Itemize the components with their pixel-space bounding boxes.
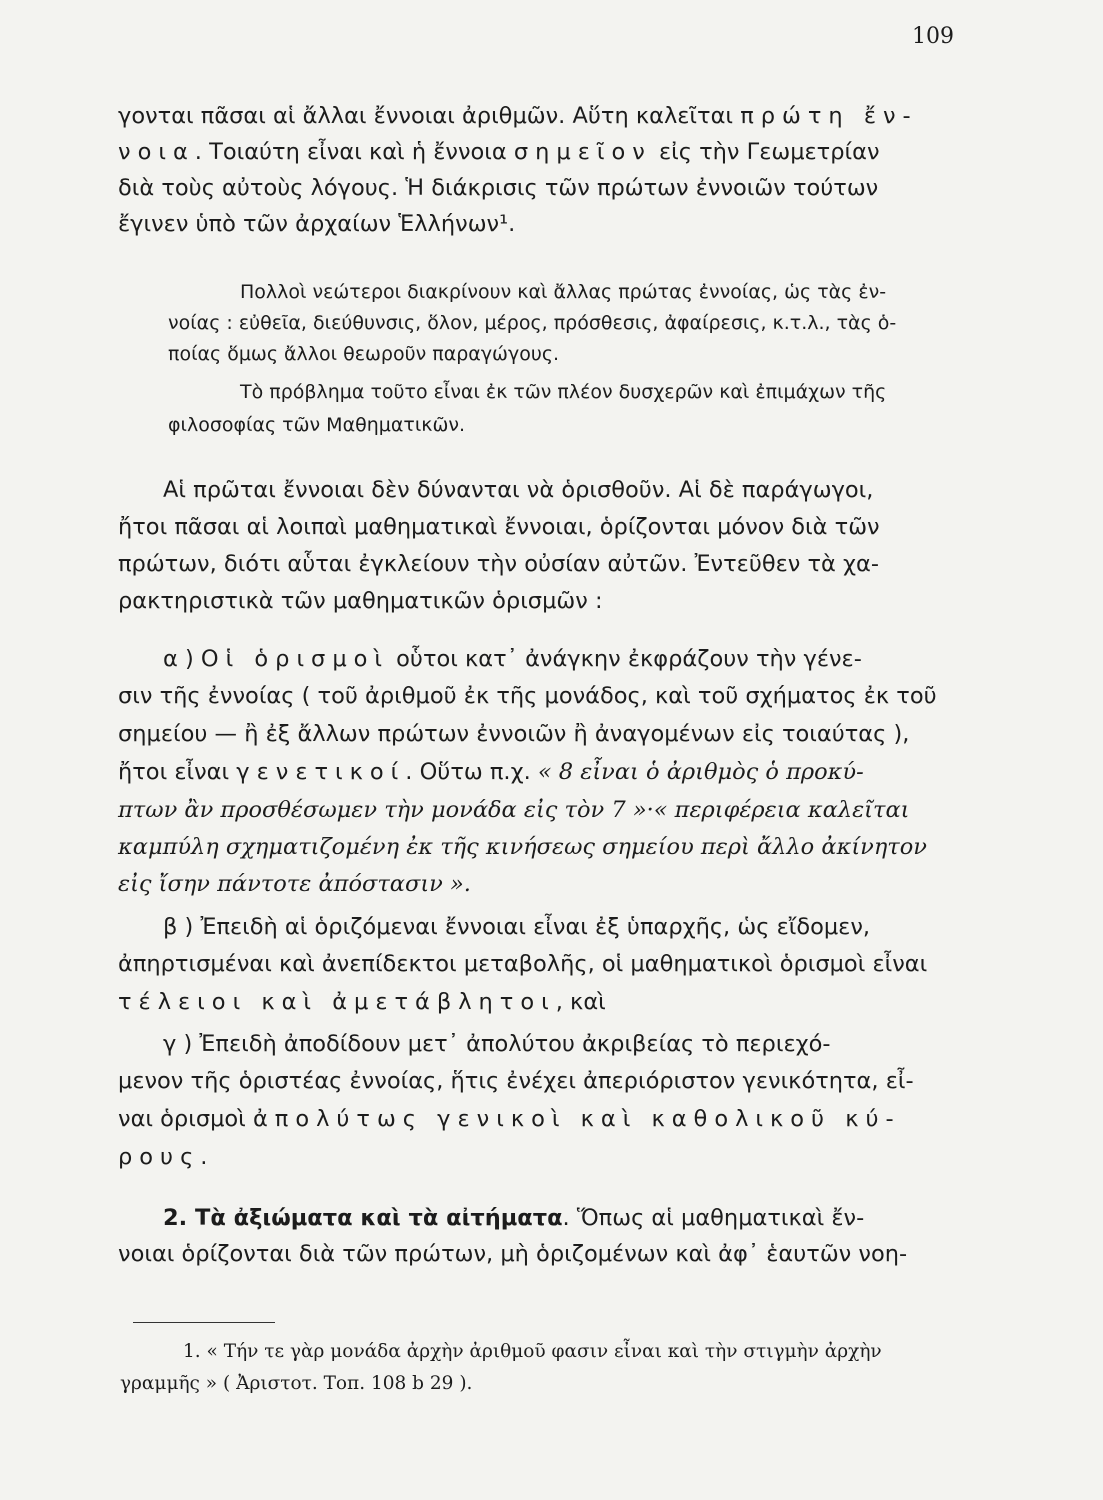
item-c-line: μενον τῆς ὁριστέας ἐννοίας, ἥτις ἐνέχει ἀπεριόριστον γενικότητα, εἶ-: [118, 1068, 914, 1094]
spaced-term: ἀπολύτως γενικοὶ καὶ καθολικοῦ κύ-: [252, 1106, 901, 1132]
spaced-term: γενετικοί: [236, 759, 406, 785]
spaced-term: τέλειοι καὶ ἀμετάβλητοι: [118, 989, 556, 1015]
note-line: ποίας ὅμως ἄλλοι θεωροῦν παραγώγους.: [168, 343, 560, 365]
item-a-line: σιν τῆς ἐννοίας ( τοῦ ἀριθμοῦ ἐκ τῆς μονάδος, καὶ τοῦ σχήματος ἐκ τοῦ: [118, 683, 937, 709]
paragraph-1-line: [118, 102, 918, 130]
paragraph-1-line: [118, 138, 880, 166]
item-c-line: ρους.: [118, 1144, 215, 1170]
item-a-line: σημείου — ἢ ἐξ ἄλλων πρώτων ἐννοιῶν ἢ ἀναγομένων εἰς τοιαύτας ),: [118, 721, 910, 747]
text-span: . Ὅπως αἱ μαθηματικαὶ ἔν-: [562, 1205, 865, 1231]
footnote-line: γραμμῆς » ( Ἀριστοτ. Τοπ. 108 b 29 ).: [120, 1373, 473, 1394]
text-span: . Τοιαύτη εἶναι καὶ ἡ ἔννοια: [194, 139, 514, 165]
item-a-line: πτων ἂν προσθέσωμεν τὴν μονάδα εἰς τὸν 7 »·« περιφέρεια καλεῖται: [118, 797, 910, 823]
text-span: . Οὕτω π.χ.: [405, 759, 538, 785]
item-a-line: καμπύλη σχηματιζομένη ἐκ τῆς κινήσεως σημείου περὶ ἄλλο ἀκίνητον: [118, 834, 927, 860]
text-span: , καὶ: [555, 989, 606, 1015]
section-heading: 2. Τὰ ἀξιώματα καὶ τὰ αἰτήματα: [163, 1205, 563, 1231]
item-a-line: εἰς ἴσην πάντοτε ἀπόστασιν ».: [118, 871, 471, 897]
spaced-term: σημεῖον: [513, 139, 652, 165]
text-span: ναι ὁρισμοὶ: [118, 1106, 253, 1132]
paragraph-1-line: ἔγινεν ὑπὸ τῶν ἀρχαίων Ἑλλήνων¹.: [118, 211, 516, 237]
page-number: 109: [912, 24, 954, 49]
item-c-line: [118, 1105, 901, 1133]
item-c-line: γ ) Ἐπειδὴ ἀποδίδουν μετ᾿ ἀπολύτου ἀκριβείας τὸ περιεχό-: [163, 1031, 831, 1057]
item-b-line: ἀπηρτισμέναι καὶ ἀνεπίδεκτοι μεταβολῆς, οἱ μαθηματικοὶ ὁρισμοὶ εἶναι: [118, 951, 928, 977]
text-span: γονται πᾶσαι αἱ ἄλλαι ἔννοιαι ἀριθμῶν. Αὕτη καλεῖται: [118, 103, 741, 129]
text-span: εἰς τὴν Γεωμετρίαν: [651, 139, 880, 165]
note-line: φιλοσοφίας τῶν Μαθηματικῶν.: [168, 414, 466, 436]
spaced-term: νοια: [118, 139, 195, 165]
paragraph-2-line: πρώτων, διότι αὗται ἐγκλείουν τὴν οὐσίαν αὐτῶν. Ἐντεῦθεν τὰ χα-: [118, 551, 879, 577]
section-2-line: νοιαι ὁρίζονται διὰ τῶν πρώτων, μὴ ὁριζομένων καὶ ἀφ᾿ ἑαυτῶν νοη-: [118, 1241, 908, 1267]
section-2-line: [163, 1204, 864, 1232]
paragraph-1-line: διὰ τοὺς αὐτοὺς λόγους. Ἡ διάκρισις τῶν πρώτων ἐννοιῶν τούτων: [118, 175, 879, 201]
footnote-rule: [133, 1322, 275, 1323]
footnote-line: 1. « Τήν τε γὰρ μονάδα ἀρχὴν ἀριθμοῦ φασιν εἶναι καὶ τὴν στιγμὴν ἀρχὴν: [183, 1341, 882, 1362]
spaced-term: πρώτη ἔν-: [740, 103, 918, 129]
note-line: νοίας : εὐθεῖα, διεύθυνσις, ὅλον, μέρος, πρόσθεσις, ἀφαίρεσις, κ.τ.λ., τὰς ὁ-: [168, 312, 897, 334]
item-marker: α ): [163, 646, 201, 672]
paragraph-2-line: Αἱ πρῶται ἔννοιαι δὲν δύνανται νὰ ὁρισθοῦν. Αἱ δὲ παράγωγοι,: [163, 477, 874, 503]
italic-quote: « 8 εἶναι ὁ ἀριθμὸς ὁ προκύ-: [537, 759, 864, 785]
text-span: ἤτοι εἶναι: [118, 759, 237, 785]
note-line: Τὸ πρόβλημα τοῦτο εἶναι ἐκ τῶν πλέον δυσχερῶν καὶ ἐπιμάχων τῆς: [240, 381, 887, 403]
item-a-line: [163, 645, 862, 673]
item-b-line: β ) Ἐπειδὴ αἱ ὁριζόμεναι ἔννοιαι εἶναι ἐξ ὑπαρχῆς, ὡς εἴδομεν,: [163, 914, 871, 940]
spaced-term: Οἱ ὁρισμοὶ: [200, 646, 390, 672]
note-line: Πολλοὶ νεώτεροι διακρίνουν καὶ ἄλλας πρώτας ἐννοίας, ὡς τὰς ἐν-: [240, 281, 887, 303]
text-span: οὗτοι κατ᾿ ἀνάγκην ἐκφράζουν τὴν γένε-: [389, 646, 862, 672]
paragraph-2-line: ρακτηριστικὰ τῶν μαθηματικῶν ὁρισμῶν :: [118, 588, 603, 614]
paragraph-2-line: ἤτοι πᾶσαι αἱ λοιπαὶ μαθηματικαὶ ἔννοιαι, ὁρίζονται μόνον διὰ τῶν: [118, 514, 880, 540]
item-a-line: [118, 758, 864, 786]
item-b-line: [118, 988, 606, 1016]
